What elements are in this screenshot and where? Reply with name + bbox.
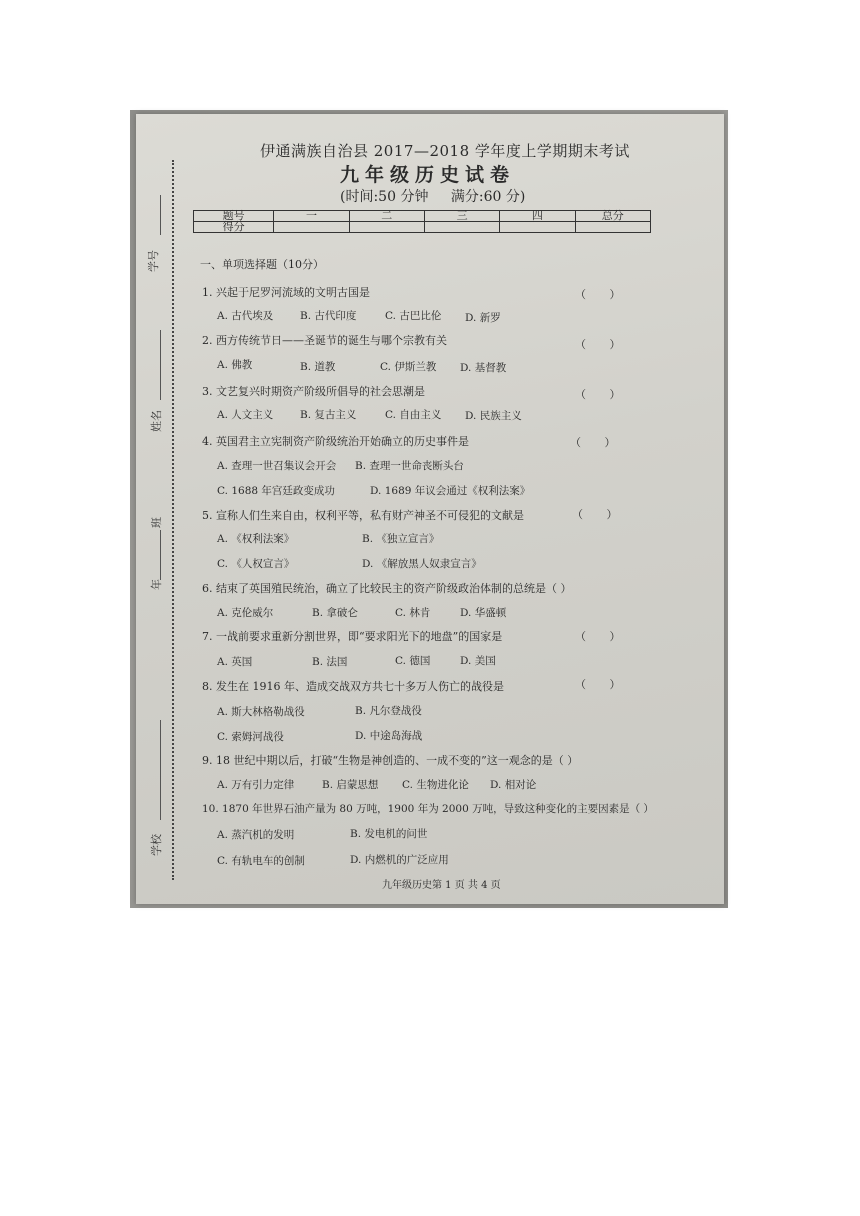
option-8c: C. 索姆河战役 (217, 731, 284, 743)
time-info (340, 186, 543, 206)
question-9: 9. 18 世纪中期以后，打破“生物是神创造的、一成不变的”这一观念的是（ ） (202, 754, 579, 767)
option-10c: C. 有轨电车的创制 (217, 855, 305, 867)
binding-dotted-line (172, 160, 174, 880)
option-2d: D. 基督教 (460, 362, 507, 374)
option-1c: C. 古巴比伦 (385, 310, 442, 322)
option-10b: B. 发电机的问世 (350, 828, 428, 840)
option-1b: B. 古代印度 (300, 310, 357, 322)
option-4c: C. 1688 年宫廷政变成功 (217, 485, 335, 497)
score-cell[interactable] (349, 222, 424, 233)
score-cell[interactable] (575, 222, 650, 233)
score-table-row (194, 211, 651, 222)
name-line (160, 330, 161, 400)
score-cell: 得分 (194, 222, 274, 233)
side-label-student-id: 学号 (147, 250, 160, 272)
option-9a: A. 万有引力定律 (217, 779, 295, 791)
option-5a: A. 《权利法案》 (217, 533, 295, 545)
question-7: 7. 一战前要求重新分割世界，即“要求阳光下的地盘”的国家是 (202, 630, 503, 643)
score-cell[interactable] (274, 222, 349, 233)
score-cell: 题号 (194, 211, 274, 222)
school-line (160, 720, 161, 820)
option-9b: B. 启蒙思想 (322, 779, 379, 791)
option-6c: C. 林肯 (395, 607, 431, 619)
option-6d: D. 华盛顿 (460, 607, 507, 619)
option-4b: B. 查理一世命丧断头台 (355, 460, 464, 472)
answer-paren-4[interactable]: （ ） (570, 436, 626, 449)
score-cell: 三 (424, 211, 499, 222)
answer-paren-1[interactable]: （ ） (575, 288, 631, 301)
question-2: 2. 西方传统节日——圣诞节的诞生与哪个宗教有关 (202, 334, 447, 347)
option-3a: A. 人文主义 (217, 409, 274, 421)
option-2c: C. 伊斯兰教 (380, 361, 437, 373)
option-6a: A. 克伦威尔 (217, 607, 274, 619)
option-9c: C. 生物进化论 (402, 779, 469, 791)
option-8d: D. 中途岛海战 (355, 730, 423, 742)
score-cell: 一 (274, 211, 349, 222)
exam-time: (时间:50 分钟 (340, 189, 429, 205)
section-title: 一、单项选择题（10分） (200, 258, 324, 271)
option-5b: B. 《独立宣言》 (362, 533, 440, 545)
answer-paren-8[interactable]: （ ） (575, 678, 631, 691)
answer-paren-7[interactable]: （ ） (575, 630, 631, 643)
question-4: 4. 英国君主立宪制资产阶级统治开始确立的历史事件是 (202, 435, 469, 448)
option-3c: C. 自由主义 (385, 409, 442, 421)
student-id-line (160, 195, 161, 235)
option-10a: A. 蒸汽机的发明 (217, 829, 295, 841)
question-3: 3. 文艺复兴时期资产阶级所倡导的社会思潮是 (202, 385, 425, 398)
score-cell: 四 (500, 211, 575, 222)
option-4d: D. 1689 年议会通过《权利法案》 (370, 485, 531, 497)
side-label-name: 姓名 (150, 410, 163, 432)
subject-title: 九年级历史试卷 (340, 164, 516, 186)
question-1: 1. 兴起于尼罗河流域的文明古国是 (202, 286, 370, 299)
option-8a: A. 斯大林格勒战役 (217, 706, 305, 718)
option-4a: A. 查理一世召集议会开会 (217, 460, 337, 472)
question-8: 8. 发生在 1916 年、造成交战双方共七十多万人伤亡的战役是 (202, 680, 504, 693)
question-5: 5. 宣称人们生来自由，权利平等，私有财产神圣不可侵犯的文献是 (202, 509, 524, 522)
option-10d: D. 内燃机的广泛应用 (350, 854, 449, 866)
answer-paren-5[interactable]: （ ） (572, 508, 628, 521)
option-7d: D. 美国 (460, 655, 496, 667)
option-9d: D. 相对论 (490, 779, 537, 791)
score-cell[interactable] (500, 222, 575, 233)
answer-paren-3[interactable]: （ ） (575, 388, 631, 401)
score-cell: 总分 (575, 211, 650, 222)
exam-title: 伊通满族自治县 2017—2018 学年度上学期期末考试 (260, 142, 630, 160)
question-10: 10. 1870 年世界石油产量为 80 万吨，1900 年为 2000 万吨，导致这种变化的主要因素是（ ） (202, 803, 654, 815)
option-2a: A. 佛教 (217, 359, 253, 371)
option-6b: B. 拿破仑 (312, 607, 358, 619)
option-3d: D. 民族主义 (465, 410, 522, 422)
score-table-row (194, 222, 651, 233)
option-1a: A. 古代埃及 (217, 310, 274, 322)
score-cell[interactable] (424, 222, 499, 233)
option-3b: B. 复古主义 (300, 409, 357, 421)
score-table (193, 210, 651, 233)
option-7a: A. 英国 (217, 656, 253, 668)
option-1d: D. 新罗 (465, 312, 501, 324)
score-cell: 二 (349, 211, 424, 222)
option-5d: D. 《解放黑人奴隶宣言》 (362, 558, 482, 570)
class-line (160, 530, 161, 580)
side-label-grade: 年 (150, 579, 163, 590)
option-7b: B. 法国 (312, 656, 348, 668)
option-8b: B. 凡尔登战役 (355, 705, 422, 717)
option-7c: C. 德国 (395, 655, 431, 667)
side-label-class: 班 (150, 517, 163, 528)
option-5c: C. 《人权宣言》 (217, 558, 295, 570)
page-footer: 九年级历史第 1 页 共 4 页 (382, 880, 501, 891)
option-2b: B. 道教 (300, 361, 336, 373)
exam-full-score: 满分:60 分) (450, 189, 526, 205)
question-6: 6. 结束了英国殖民统治，确立了比较民主的资产阶级政治体制的总统是（ ） (202, 582, 572, 595)
side-label-school: 学校 (150, 834, 163, 856)
answer-paren-2[interactable]: （ ） (575, 338, 631, 351)
